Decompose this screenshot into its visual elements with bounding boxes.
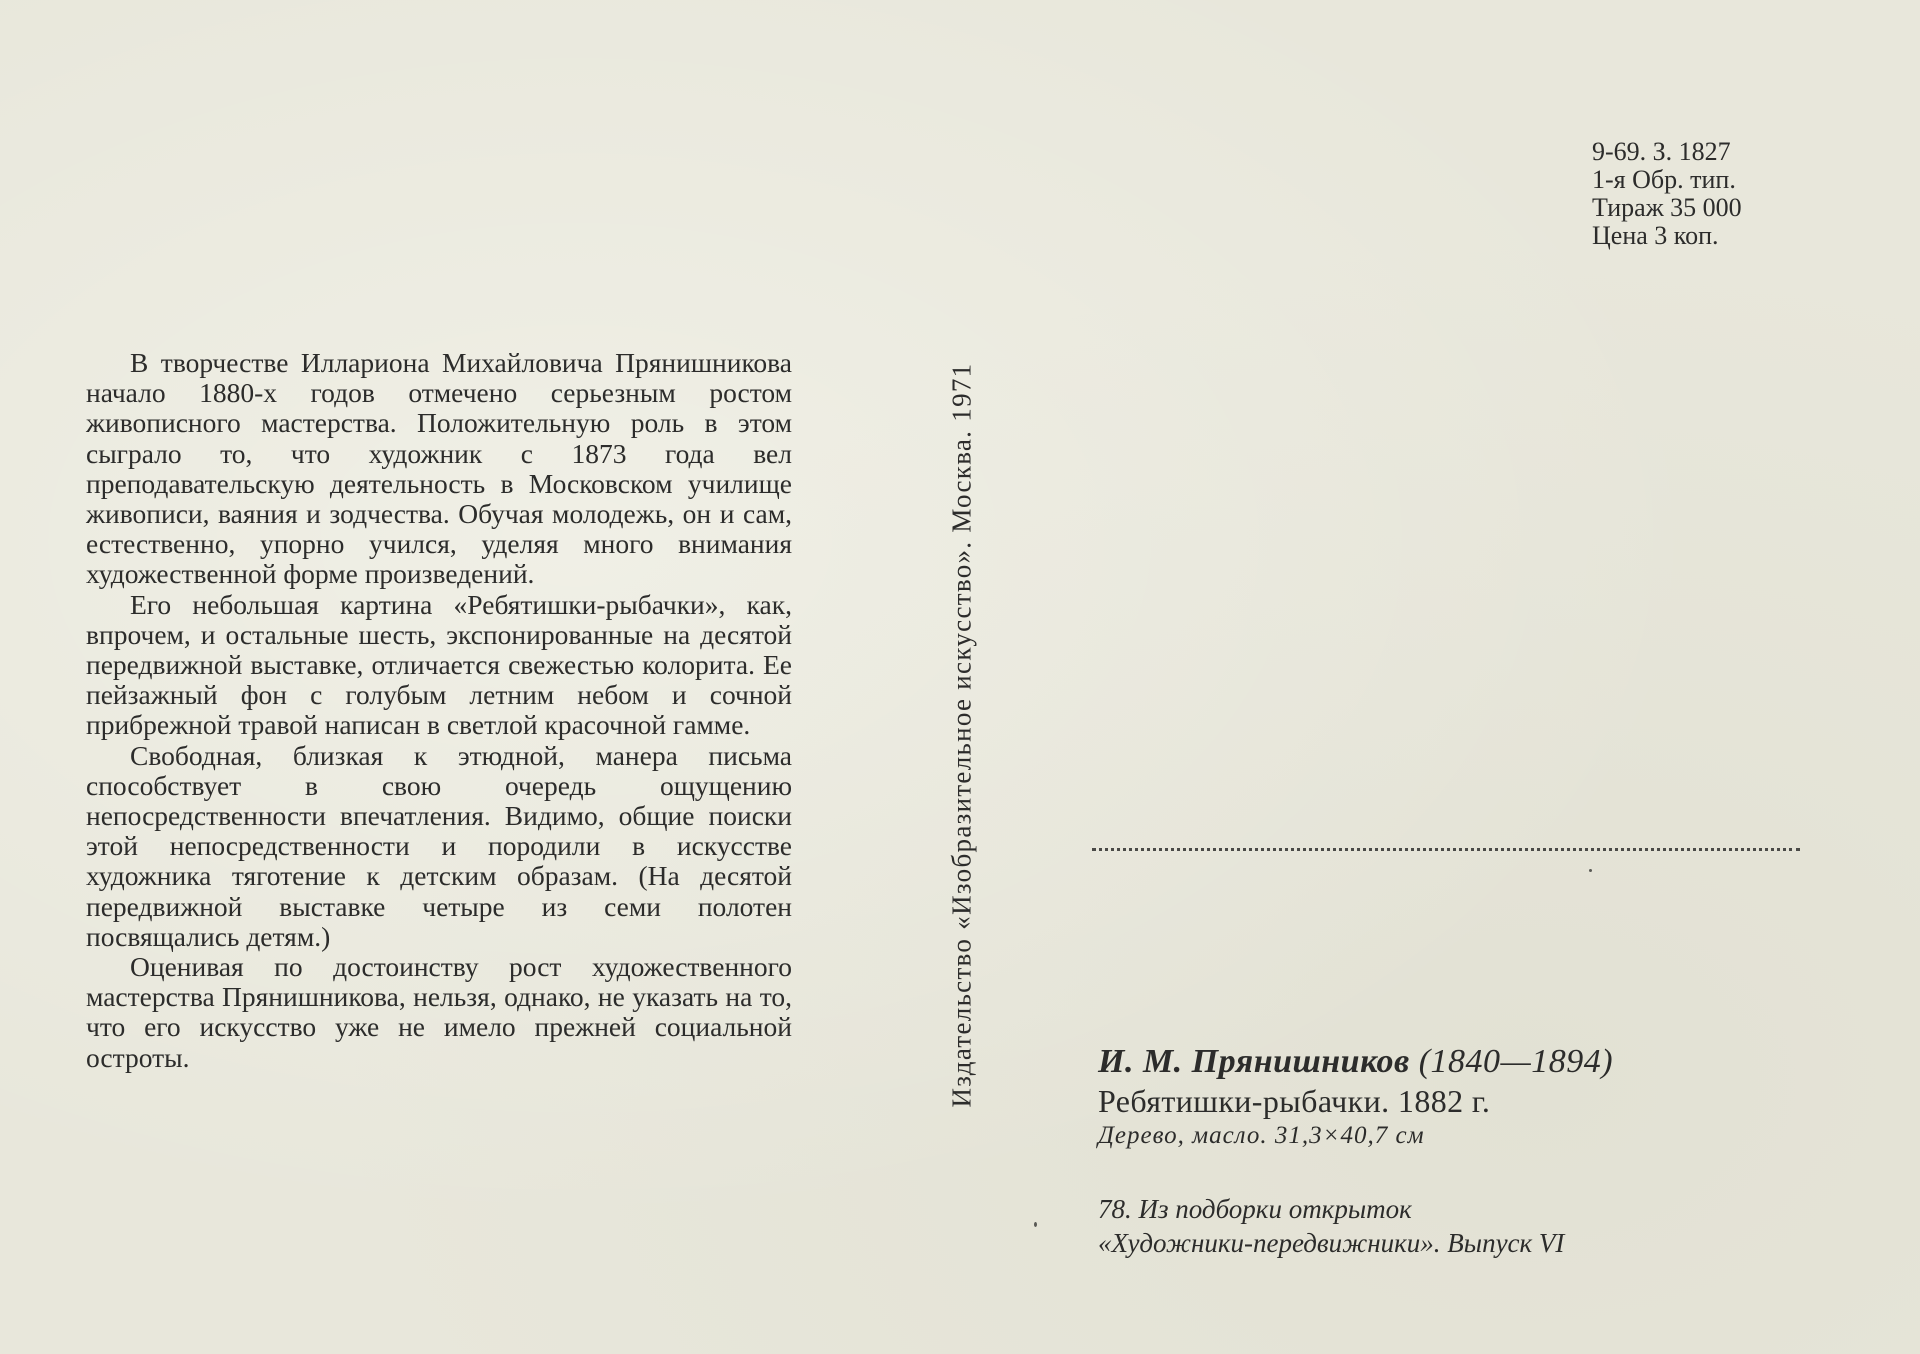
paper-speck [1589,869,1592,872]
series-info [1098,1192,1564,1260]
artist-dates: (1840—1894) [1418,1043,1614,1080]
description-text [86,348,792,1073]
print-order-number: 9-69. З. 1827 [1592,137,1731,166]
print-info [1592,138,1742,250]
paragraph: Свободная, близкая к этюдной, манера письма способствует в свою очередь ощущению непосредственности впечатления. Видимо, общие поиски этой непосредственности и породили в искусстве художника тяготение к детским образам. (На десятой передвижной выставке четыре из семи полотен посвящались детям.) [86,739,792,952]
paper-speck [1034,1222,1037,1227]
artist-line [1098,1042,1613,1082]
artist-name: И. М. Прянишников [1098,1043,1410,1080]
artwork-title: Ребятишки-рыбачки. 1882 г. [1098,1083,1491,1119]
artwork-medium: Дерево, масло. 31,3×40,7 см [1098,1122,1425,1149]
paragraph: Оценивая по достоинству рост художественного мастерства Прянишникова, нельзя, однако, не указать на то, что его искусство уже не имело прежней социальной остроты. [86,951,792,1073]
printing-house: 1-я Обр. тип. [1592,165,1736,194]
series-name: «Художники-передвижники». Выпуск VI [1098,1228,1565,1258]
artwork-caption [1098,1042,1613,1152]
print-run: Тираж 35 000 [1592,193,1742,222]
series-number: 78. Из подборки открыток [1098,1194,1412,1224]
paragraph: Его небольшая картина «Ребятишки-рыбачки», как, впрочем, и остальные шесть, экспонированные на десятой передвижной выставке, отличается свежестью колорита. Ее пейзажный фон с голубым летним небом и сочной прибрежной травой написан в светлой красочной гамме. [86,588,792,741]
publisher-imprint-text: Издательство «Изобразительное искусство». Москва. 1971 [946,362,977,1108]
dotted-divider [1092,848,1800,851]
price: Цена 3 коп. [1592,221,1719,250]
paragraph: В творчестве Иллариона Михайловича Прянишникова начало 1880-х годов отмечено серьезным ростом живописного мастерства. Положительную роль в этом сыграло то, что художник с 1873 года вел преподавательскую деятельность в Московском училище живописи, ваяния и зодчества. Обучая молодежь, он и сам, естественно, упорно учился, уделяя много внимания художественной форме произведений. [86,347,792,590]
